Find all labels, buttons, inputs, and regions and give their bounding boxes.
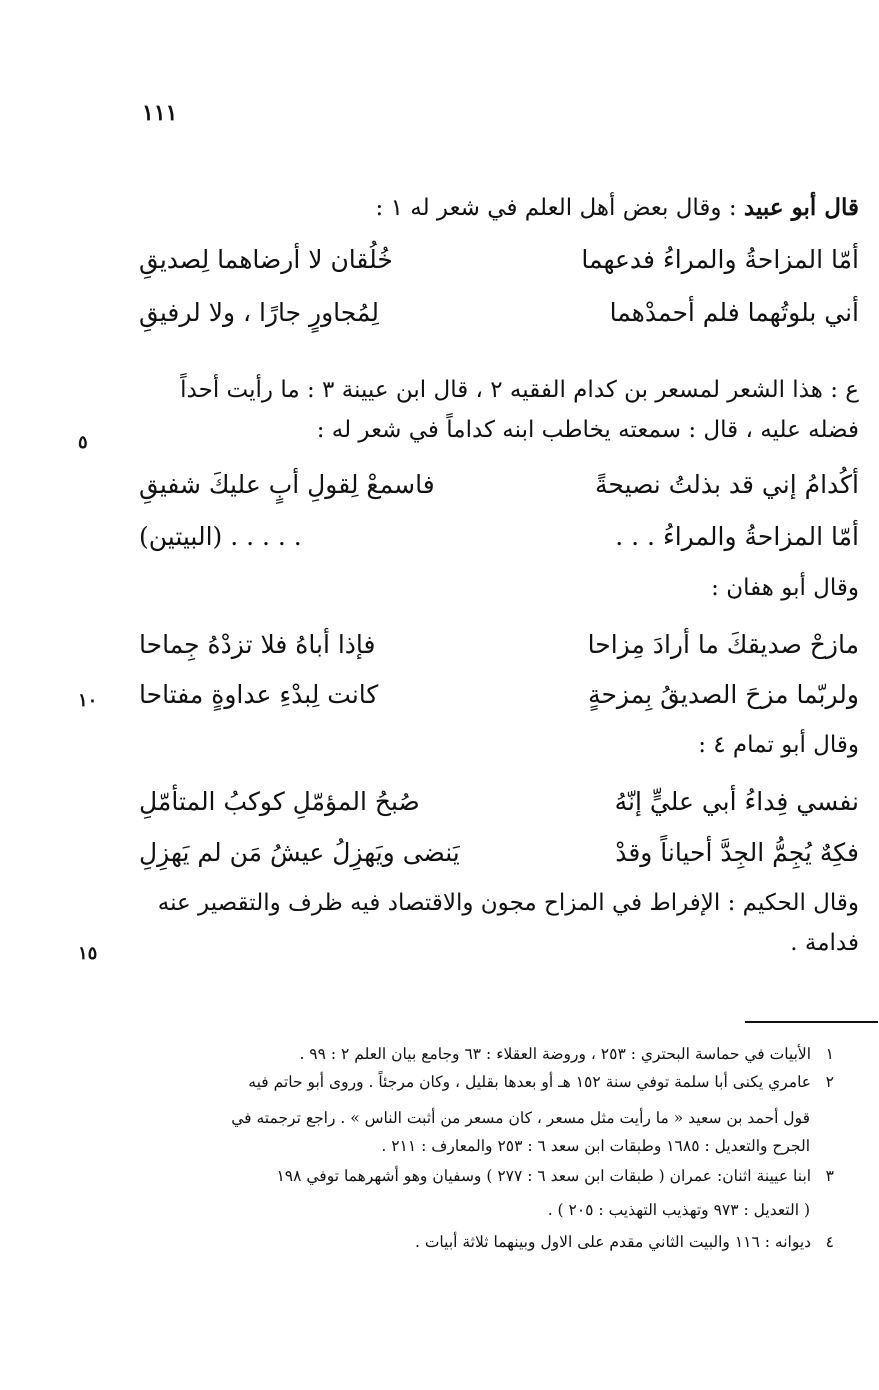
- hemistich-first: مازحْ صديقكَ ما أرادَ مِزاحا: [587, 630, 859, 659]
- hemistich-second: . . . . . (البيتين): [139, 522, 302, 551]
- footnote-number: ٤: [825, 1233, 834, 1251]
- footnote-3-line-2: ( التعديل : ٩٧٣ وتهذيب التهذيب : ٢٠٥ ) .: [547, 1201, 810, 1219]
- hemistich-first: أني بلوتُهما فلم أحمدْهما: [609, 298, 859, 327]
- poem4-verse: [139, 838, 859, 882]
- hemistich-second: فإذا أباهُ فلا تزدْهُ جِماحا: [139, 630, 376, 659]
- line-number-5: ٥: [78, 432, 88, 453]
- hemistich-first: فكِهٌ يُجِمُّ الجِدَّ أحياناً وقدْ: [615, 838, 859, 867]
- comment-line-1: ع : هذا الشعر لمسعر بن كدام الفقيه ٢ ، قال ابن عيينة ٣ : ما رأيت أحداً: [180, 377, 859, 403]
- poem1-verse: [139, 245, 859, 289]
- line-number-15: ١٥: [78, 943, 98, 964]
- hemistich-second: خُلُقان لا أرضاهما لِصديقِ: [139, 245, 393, 274]
- footnote-2-line-2: قول أحمد بن سعيد « ما رأيت مثل مسعر ، كان مسعر من أثبت الناس » . راجع ترجمته في: [231, 1109, 810, 1127]
- hakim-line-1: وقال الحكيم : الإفراط في المزاح مجون والاقتصاد فيه ظرف والتقصير عنه: [157, 890, 859, 916]
- footnote-text: عامري يكنى أبا سلمة توفي سنة ١٥٢ هـ أو بعدها بقليل ، وكان مرجئاً . وروى أبو حاتم فيه: [248, 1073, 812, 1091]
- hemistich-first: أمّا المزاحةُ والمراءُ . . .: [615, 522, 859, 551]
- abu-hiffan-intro: وقال أبو هفان :: [711, 575, 859, 601]
- footnote-3: [134, 1164, 834, 1189]
- line-number-10: ١٠: [78, 690, 98, 711]
- hemistich-first: أمّا المزاحةُ والمراءُ فدعهما: [581, 245, 859, 274]
- poem3-verse: [139, 630, 859, 674]
- hemistich-first: نفسي فِداءُ أبي عليٍّ إنّهُ: [614, 787, 859, 816]
- footnote-number: ٢: [825, 1073, 834, 1091]
- poem1-verse: [139, 298, 859, 342]
- hemistich-first: ولربّما مزحَ الصديقُ بِمزحةٍ: [588, 680, 859, 709]
- intro-line: [119, 193, 859, 223]
- footnote-divider: [745, 1021, 878, 1023]
- page-number: ١١١: [142, 100, 178, 126]
- footnote-text: الأبيات في حماسة البحتري : ٢٥٣ ، وروضة العقلاء : ٦٣ وجامع بيان العلم ٢ : ٩٩ .: [299, 1045, 812, 1063]
- footnote-1: [134, 1042, 834, 1067]
- footnote-text: ابنا عيينة اثنان: عمران ( طبقات ابن سعد ٦ : ٢٧٧ ) وسفيان وهو أشهرهما توفي ١٩٨: [276, 1167, 812, 1185]
- hemistich-first: أكُدامُ إني قد بذلتُ نصيحةً: [595, 470, 859, 499]
- footnote-text: ديوانه : ١١٦ والبيت الثاني مقدم على الاول وبينهما ثلاثة أبيات .: [414, 1233, 812, 1251]
- poem2-verse: [139, 522, 859, 566]
- intro-text: : وقال بعض أهل العلم في شعر له ١ :: [375, 195, 737, 221]
- hemistich-second: كانت لِبدْءِ عداوةٍ مفتاحا: [139, 680, 379, 709]
- footnote-2-line-3: الجرح والتعديل : ١٦٨٥ وطبقات ابن سعد ٦ : ٢٥٣ والمعارف : ٢١١ .: [381, 1137, 810, 1155]
- footnote-number: ١: [825, 1045, 834, 1063]
- hemistich-second: لِمُجاورٍ جارًا ، ولا لرفيقِ: [139, 298, 380, 327]
- intro-speaker: قال أبو عبيد: [743, 194, 859, 221]
- comment-line-2: فضله عليه ، قال : سمعته يخاطب ابنه كداماً في شعر له :: [316, 417, 859, 443]
- footnote-2: [134, 1070, 834, 1095]
- abu-tammam-intro: وقال أبو تمام ٤ :: [698, 732, 859, 758]
- footnote-number: ٣: [825, 1167, 834, 1185]
- hemistich-second: يَنضى ويَهزِلُ عيشُ مَن لم يَهزِلِ: [139, 838, 460, 867]
- hakim-line-2: فدامة .: [790, 930, 859, 956]
- poem4-verse: [139, 787, 859, 831]
- hemistich-second: صُبحُ المؤمّلِ كوكبُ المتأمّلِ: [139, 787, 420, 816]
- poem3-verse: [139, 680, 859, 724]
- poem2-verse: [139, 470, 859, 514]
- footnote-4: [134, 1230, 834, 1255]
- hemistich-second: فاسمعْ لِقولِ أبٍ عليكَ شفيقِ: [139, 470, 435, 499]
